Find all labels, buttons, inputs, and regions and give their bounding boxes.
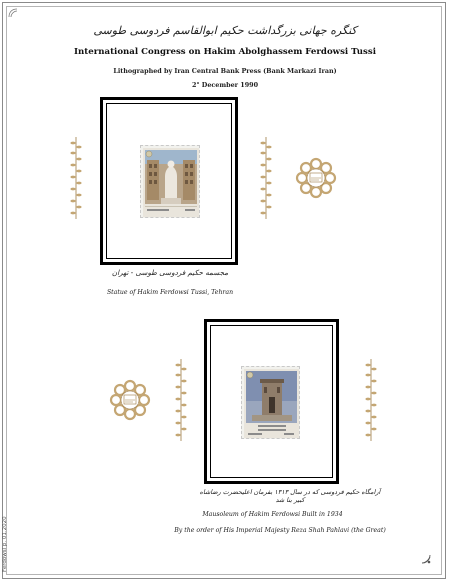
persian-title: کنگره جهانی بزرگداشت حکیم ابوالقاسم فردوسی طوسی xyxy=(93,24,357,37)
top-left-flourish-icon xyxy=(8,8,18,18)
english-title: International Congress on Hakim Abolghassem Ferdowsi Tussi xyxy=(74,47,376,57)
vine-sprig-icon xyxy=(70,135,82,221)
rosette-emblem-icon xyxy=(108,378,152,422)
rosette-emblem-icon xyxy=(294,156,338,200)
vine-sprig-icon xyxy=(365,357,377,443)
stamp-2-english-caption-line2: By the order of His Imperial Majesty Reza Shah Pahlavi (the Great) xyxy=(174,527,386,534)
vine-sprig-icon xyxy=(175,357,187,443)
mausoleum-stamp-image-icon xyxy=(242,367,300,439)
stamp-2-mausoleum xyxy=(241,366,300,439)
stamp-2-persian-caption: آرامگاه حکیم فردوسی که در سال ۱۳۱۳ بفرمان اعلیحضرت رضاشاه کبیر بنا شد xyxy=(199,488,381,504)
stamp-1-persian-caption: مجسمه حکیم فردوسی طوسی - تهران xyxy=(111,268,229,277)
issue-date: 2° December 1990 xyxy=(191,81,259,89)
stamp-2-english-caption-line1: Mausoleum of Hakim Ferdowsi Built in 1934 xyxy=(202,511,343,518)
bottom-right-flourish-icon xyxy=(420,553,432,565)
printer-subtitle: Lithographed by Iran Central Bank Press (Bank Markazi Iran) xyxy=(113,67,337,75)
stamp-1-statue xyxy=(140,145,200,218)
stamp-1-english-caption: Statue of Hakim Ferdowsi Tussi, Tehran xyxy=(106,289,234,296)
vine-sprig-icon xyxy=(260,135,272,221)
statue-stamp-image-icon xyxy=(141,146,200,218)
page-side-note: Ferdowsi p. 01.2020 xyxy=(2,516,8,572)
